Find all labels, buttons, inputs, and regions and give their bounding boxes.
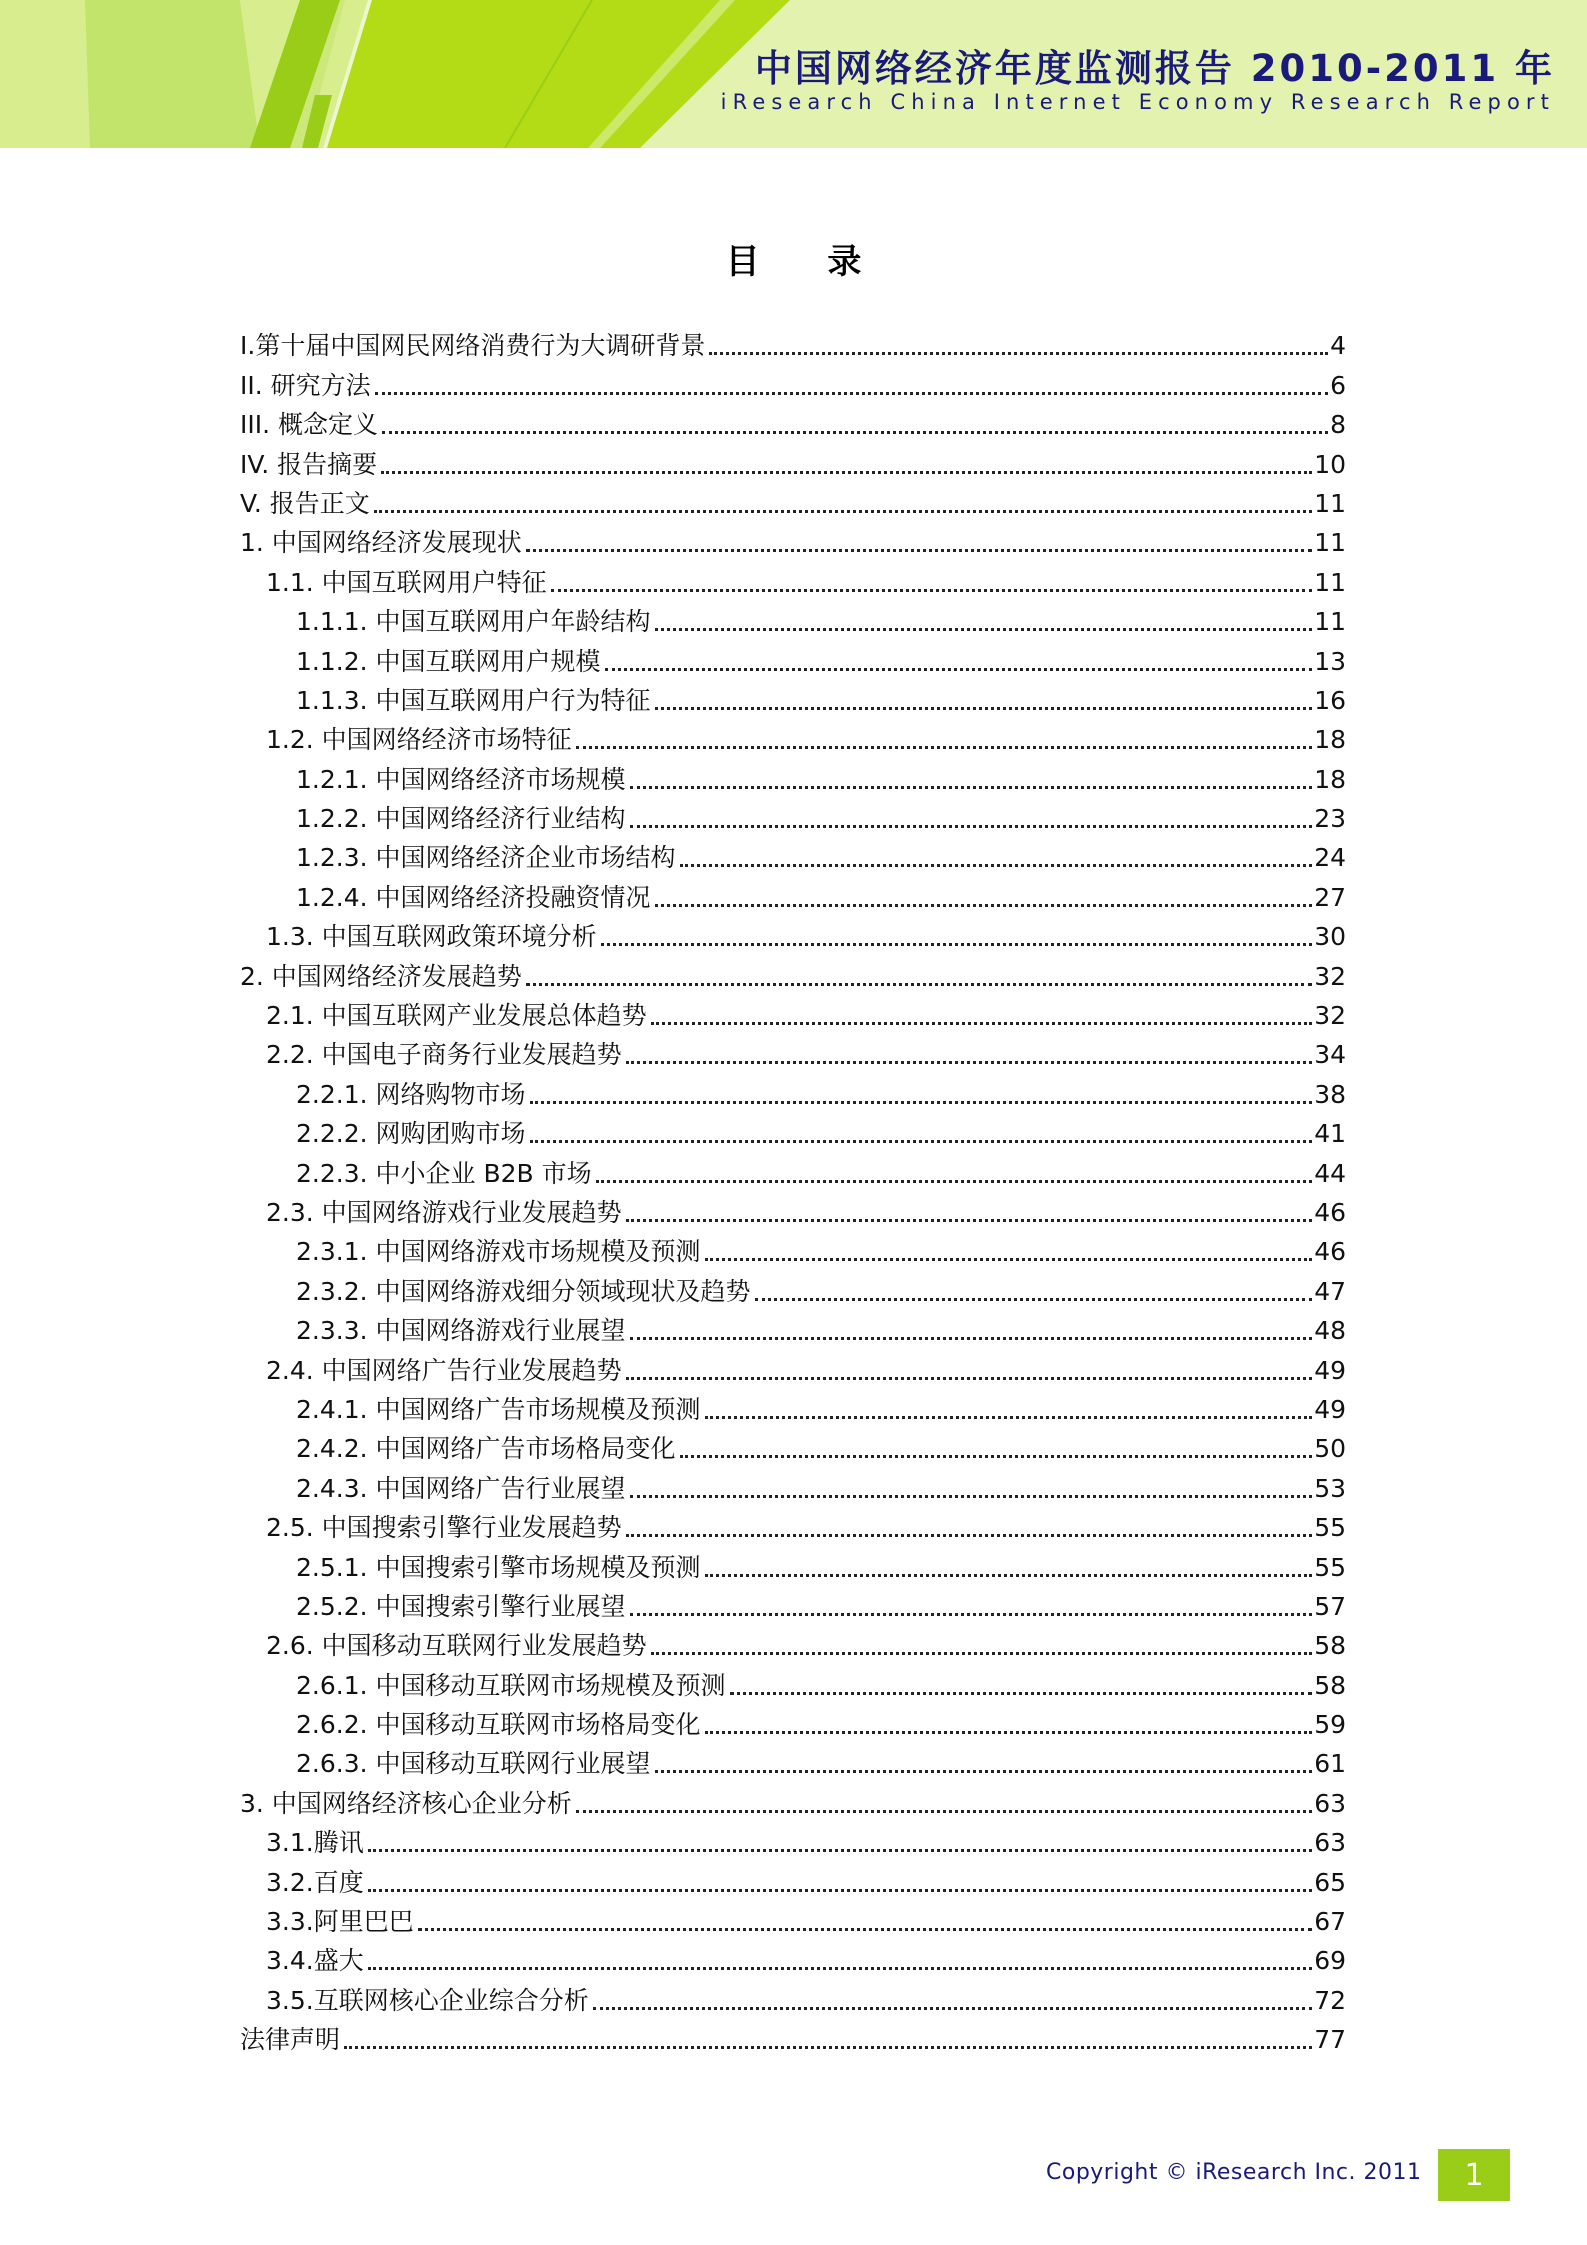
toc-entry-label: 2.3. 中国网络游戏行业发展趋势 (266, 1197, 622, 1227)
toc-entry-page: 11 (1314, 528, 1346, 558)
toc-entry[interactable] (240, 1267, 1346, 1306)
dot-leader (630, 1337, 1313, 1340)
toc-entry-label: 2.2.3. 中小企业 B2B 市场 (296, 1158, 592, 1188)
toc-entry[interactable] (240, 401, 1346, 440)
toc-entry[interactable] (240, 1701, 1346, 1740)
toc-entry-label: 1.3. 中国互联网政策环境分析 (266, 922, 597, 952)
toc-entry-label: 1.2.2. 中国网络经济行业结构 (296, 804, 626, 834)
toc-entry-page: 58 (1314, 1631, 1346, 1661)
dot-leader (381, 471, 1312, 474)
toc-entry[interactable] (240, 716, 1346, 755)
toc-entry[interactable] (240, 913, 1346, 952)
dot-leader (596, 1180, 1313, 1183)
toc-entry-page: 61 (1314, 1749, 1346, 1779)
toc-entry-page: 10 (1314, 449, 1346, 479)
toc-entry[interactable] (240, 480, 1346, 519)
toc-entry-page: 8 (1330, 410, 1346, 440)
toc-entry-page: 27 (1314, 882, 1346, 912)
dot-leader (626, 1219, 1313, 1222)
dot-leader (530, 1140, 1313, 1143)
toc-entry-page: 47 (1314, 1276, 1346, 1306)
toc-entry-page: 32 (1314, 1001, 1346, 1031)
toc-entry[interactable] (240, 1504, 1346, 1543)
toc-entry-page: 49 (1314, 1394, 1346, 1424)
toc-entry-page: 46 (1314, 1197, 1346, 1227)
dot-leader (530, 1101, 1313, 1104)
dot-leader (382, 431, 1328, 434)
page-header-banner (0, 0, 1587, 148)
dot-leader (576, 746, 1313, 749)
toc-entry-page: 58 (1314, 1670, 1346, 1700)
toc-entry-label: 1.1.1. 中国互联网用户年龄结构 (296, 607, 651, 637)
toc-entry-page: 44 (1314, 1158, 1346, 1188)
dot-leader (705, 1416, 1313, 1419)
dot-leader (368, 1889, 1312, 1892)
toc-entry[interactable] (240, 677, 1346, 716)
toc-entry-label: 1.1. 中国互联网用户特征 (266, 567, 547, 597)
report-title: 中国网络经济年度监测报告 2010-2011 年 (754, 47, 1555, 90)
toc-entry[interactable] (240, 1543, 1346, 1582)
toc-entry-label: V. 报告正文 (240, 488, 370, 518)
toc-entry-page: 46 (1314, 1237, 1346, 1267)
toc-entry-page: 55 (1314, 1513, 1346, 1543)
toc-entry[interactable] (240, 755, 1346, 794)
toc-entry-page: 16 (1314, 685, 1346, 715)
toc-entry-page: 69 (1314, 1946, 1346, 1976)
toc-entry[interactable] (240, 992, 1346, 1031)
dot-leader (368, 1967, 1312, 1970)
toc-entry-page: 67 (1314, 1907, 1346, 1937)
toc-entry-page: 48 (1314, 1316, 1346, 1346)
toc-entry[interactable] (240, 361, 1346, 400)
toc-entry-label: 2.6.3. 中国移动互联网行业展望 (296, 1749, 651, 1779)
toc-entry-label: 2.6.2. 中国移动互联网市场格局变化 (296, 1710, 701, 1740)
toc-entry-page: 65 (1314, 1867, 1346, 1897)
toc-entry-page: 63 (1314, 1828, 1346, 1858)
toc-entry-label: II. 研究方法 (240, 370, 371, 400)
toc-entry[interactable] (240, 2016, 1346, 2055)
toc-entry[interactable] (240, 1819, 1346, 1858)
toc-entry-page: 77 (1314, 2025, 1346, 2055)
toc-entry[interactable] (240, 1661, 1346, 1700)
toc-entry[interactable] (240, 1228, 1346, 1267)
toc-entry-page: 24 (1314, 843, 1346, 873)
toc-entry-label: 2.5. 中国搜索引擎行业发展趋势 (266, 1513, 622, 1543)
toc-entry[interactable] (240, 1937, 1346, 1976)
toc-entry-page: 34 (1314, 1040, 1346, 1070)
dot-leader (344, 2046, 1312, 2049)
toc-entry[interactable] (240, 1425, 1346, 1464)
toc-entry-label: 1.1.2. 中国互联网用户规模 (296, 646, 601, 676)
dot-leader (651, 1652, 1313, 1655)
dot-leader (626, 1061, 1313, 1064)
toc-entry-label: 法律声明 (240, 2025, 341, 2055)
toc-entry-label: 1.2.1. 中国网络经济市场规模 (296, 764, 626, 794)
toc-entry-label: 2.3.2. 中国网络游戏细分领域现状及趋势 (296, 1276, 751, 1306)
dot-leader (680, 864, 1313, 867)
toc-entry-label: 1. 中国网络经济发展现状 (240, 528, 522, 558)
toc-entry-label: 3. 中国网络经济核心企业分析 (240, 1788, 572, 1818)
toc-entry[interactable] (240, 1583, 1346, 1622)
toc-entry[interactable] (240, 1307, 1346, 1346)
toc-entry[interactable] (240, 834, 1346, 873)
toc-entry-page: 23 (1314, 804, 1346, 834)
toc-heading: 目 录 (725, 242, 890, 282)
toc-entry[interactable] (240, 1149, 1346, 1188)
toc-entry-page: 32 (1314, 961, 1346, 991)
toc-entry-label: 3.4.盛大 (266, 1946, 364, 1976)
toc-entry-page: 18 (1314, 764, 1346, 794)
dot-leader (576, 1810, 1312, 1813)
dot-leader (368, 1849, 1312, 1852)
toc-entry[interactable] (240, 1070, 1346, 1109)
toc-entry-page: 55 (1314, 1552, 1346, 1582)
toc-entry[interactable] (240, 440, 1346, 479)
report-subtitle: iResearch China Internet Economy Research Report (720, 90, 1555, 114)
toc-entry-label: 2.4.3. 中国网络广告行业展望 (296, 1473, 626, 1503)
toc-entry-label: 2.4. 中国网络广告行业发展趋势 (266, 1355, 622, 1385)
toc-entry-page: 59 (1314, 1710, 1346, 1740)
toc-entry[interactable] (240, 558, 1346, 597)
toc-entry[interactable] (240, 1346, 1346, 1385)
toc-entry-page: 57 (1314, 1591, 1346, 1621)
dot-leader (551, 589, 1313, 592)
toc-entry[interactable] (240, 1779, 1346, 1818)
dot-leader (630, 786, 1313, 789)
toc-entry[interactable] (240, 519, 1346, 558)
toc-entry[interactable] (240, 598, 1346, 637)
toc-entry-label: 1.2. 中国网络经济市场特征 (266, 725, 572, 755)
toc-entry[interactable] (240, 1386, 1346, 1425)
toc-entry[interactable] (240, 1740, 1346, 1779)
toc-entry[interactable] (240, 1110, 1346, 1149)
toc-entry-page: 41 (1314, 1119, 1346, 1149)
toc-entry[interactable] (240, 1858, 1346, 1897)
toc-entry[interactable] (240, 873, 1346, 912)
toc-entry[interactable] (240, 1031, 1346, 1070)
toc-entry-label: 3.2.百度 (266, 1867, 364, 1897)
toc-entry-label: 3.5.互联网核心企业综合分析 (266, 1985, 589, 2015)
dot-leader (526, 983, 1312, 986)
toc-entry-label: IV. 报告摘要 (240, 449, 378, 479)
toc-entry-label: 2.2.1. 网络购物市场 (296, 1079, 526, 1109)
copyright-notice: Copyright © iResearch Inc. 2011 (1046, 2160, 1422, 2185)
dot-leader (730, 1692, 1313, 1695)
dot-leader (374, 510, 1312, 513)
toc-entry-page: 6 (1330, 370, 1346, 400)
toc-entry-label: 2.5.2. 中国搜索引擎行业展望 (296, 1591, 626, 1621)
page-number-badge (1438, 2149, 1510, 2201)
dot-leader (526, 549, 1312, 552)
toc-entry-label: 2. 中国网络经济发展趋势 (240, 961, 522, 991)
toc-entry[interactable] (240, 952, 1346, 991)
toc-entry-label: 2.1. 中国互联网产业发展总体趋势 (266, 1001, 647, 1031)
dot-leader (651, 1022, 1313, 1025)
dot-leader (630, 1613, 1313, 1616)
toc-entry-label: 1.2.4. 中国网络经济投融资情况 (296, 882, 651, 912)
dot-leader (655, 904, 1313, 907)
dot-leader (630, 825, 1313, 828)
dot-leader (655, 707, 1313, 710)
toc-entry[interactable] (240, 1464, 1346, 1503)
toc-entry-page: 50 (1314, 1434, 1346, 1464)
toc-entry-label: 2.4.1. 中国网络广告市场规模及预测 (296, 1394, 701, 1424)
page-number: 1 (1464, 2157, 1484, 2193)
dot-leader (655, 1770, 1313, 1773)
toc-entry-label: 2.6. 中国移动互联网行业发展趋势 (266, 1631, 647, 1661)
dot-leader (601, 943, 1313, 946)
toc-entry-label: 2.5.1. 中国搜索引擎市场规模及预测 (296, 1552, 701, 1582)
toc-entry[interactable] (240, 1898, 1346, 1937)
dot-leader (605, 668, 1313, 671)
dot-leader (655, 628, 1313, 631)
toc-entry-page: 38 (1314, 1079, 1346, 1109)
toc-entry-label: 2.6.1. 中国移动互联网市场规模及预测 (296, 1670, 726, 1700)
toc-entry-page: 30 (1314, 922, 1346, 952)
toc-entry-label: 2.4.2. 中国网络广告市场格局变化 (296, 1434, 676, 1464)
toc-entry[interactable] (240, 1976, 1346, 2015)
toc-entry-page: 53 (1314, 1473, 1346, 1503)
toc-entry[interactable] (240, 795, 1346, 834)
dot-leader (626, 1377, 1313, 1380)
toc-entry-label: 3.3.阿里巴巴 (266, 1907, 414, 1937)
dot-leader (630, 1495, 1313, 1498)
dot-leader (705, 1574, 1313, 1577)
toc-entry-page: 4 (1330, 331, 1346, 361)
toc-entry-page: 11 (1314, 607, 1346, 637)
toc-entry-page: 11 (1314, 567, 1346, 597)
toc-entry-label: 1.1.3. 中国互联网用户行为特征 (296, 685, 651, 715)
dot-leader (705, 1258, 1313, 1261)
dot-leader (593, 2007, 1312, 2010)
table-of-contents (240, 322, 1346, 2055)
toc-entry-label: I.第十届中国网民网络消费行为大调研背景 (240, 331, 706, 361)
toc-entry-label: 3.1.腾讯 (266, 1828, 364, 1858)
toc-entry[interactable] (240, 1622, 1346, 1661)
toc-entry-label: 2.3.3. 中国网络游戏行业展望 (296, 1316, 626, 1346)
toc-entry-label: 1.2.3. 中国网络经济企业市场结构 (296, 843, 676, 873)
toc-entry-page: 11 (1314, 488, 1346, 518)
toc-entry-label: 2.2. 中国电子商务行业发展趋势 (266, 1040, 622, 1070)
toc-entry[interactable] (240, 1189, 1346, 1228)
dot-leader (418, 1928, 1312, 1931)
dot-leader (705, 1731, 1313, 1734)
toc-entry-page: 72 (1314, 1985, 1346, 2015)
toc-entry[interactable] (240, 637, 1346, 676)
dot-leader (626, 1534, 1313, 1537)
toc-entry[interactable] (240, 322, 1346, 361)
toc-entry-label: III. 概念定义 (240, 410, 379, 440)
toc-entry-page: 18 (1314, 725, 1346, 755)
dot-leader (755, 1298, 1313, 1301)
toc-entry-page: 49 (1314, 1355, 1346, 1385)
toc-entry-label: 2.2.2. 网购团购市场 (296, 1119, 526, 1149)
dot-leader (375, 392, 1328, 395)
toc-entry-page: 63 (1314, 1788, 1346, 1818)
dot-leader (680, 1455, 1313, 1458)
toc-entry-page: 13 (1314, 646, 1346, 676)
dot-leader (709, 352, 1328, 355)
toc-entry-label: 2.3.1. 中国网络游戏市场规模及预测 (296, 1237, 701, 1267)
